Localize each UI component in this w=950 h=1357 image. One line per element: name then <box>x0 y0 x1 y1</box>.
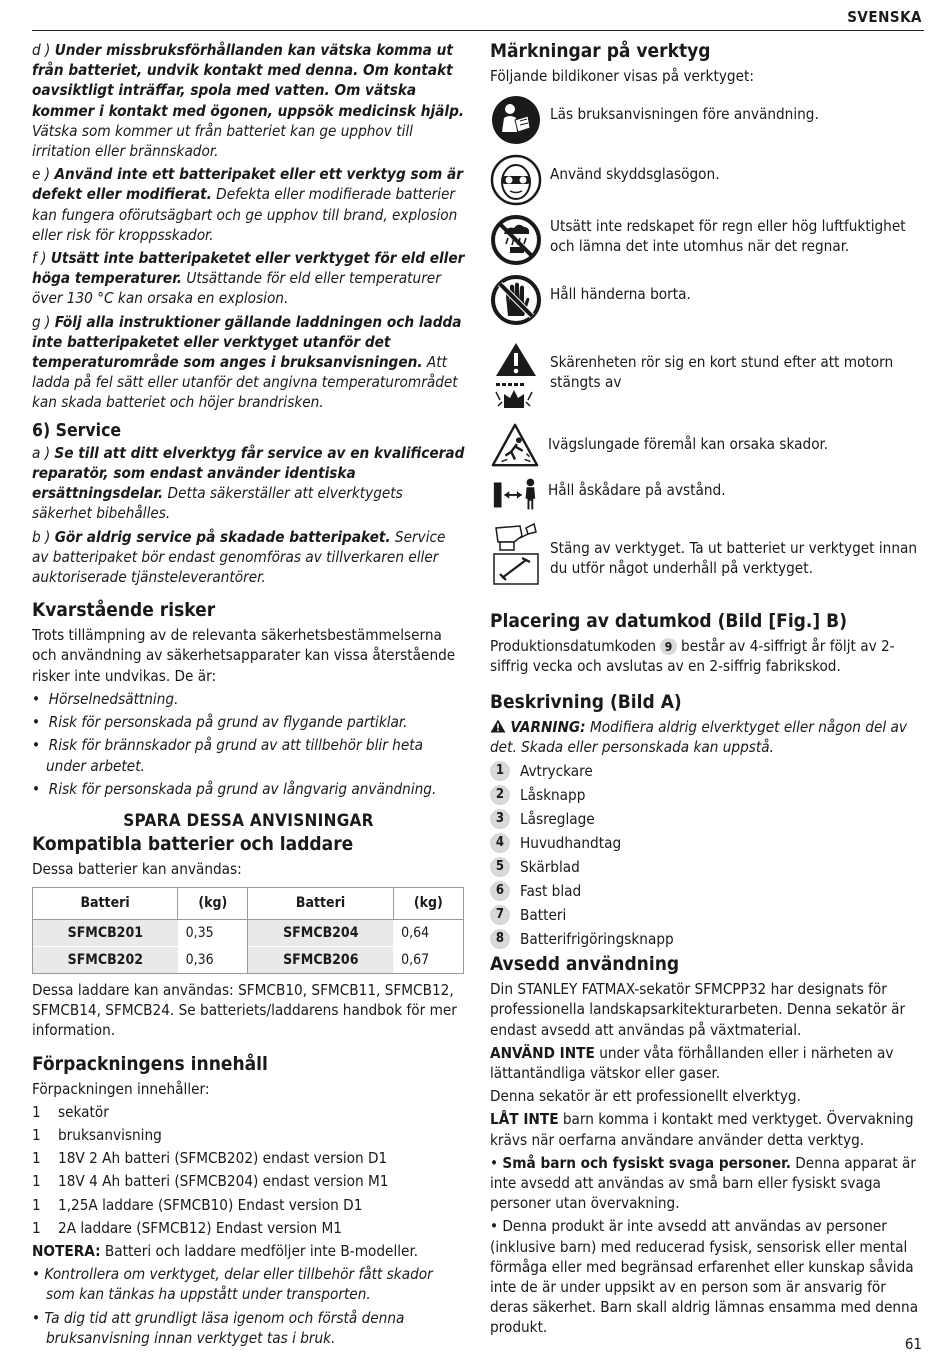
package-item: 1 18V 4 Ah batteri (SFMCB204) endast version M1 <box>32 1172 389 1191</box>
battery-model: SFMCB201 <box>33 919 178 946</box>
warning-text: VARNING: Modifiera aldrig elverktyget eller någon del av det. Skada eller personskada kan uppstå. <box>490 717 907 756</box>
save-instructions-heading: SPARA DESSA ANVISNINGAR <box>123 810 374 831</box>
table-header: Batteri <box>248 888 393 919</box>
intended-use-bullet: • Små barn och fysiskt svaga personer. Denna apparat är inte avsedd att användas av små barn eller fysiskt svaga personer utan övervakning. <box>490 1153 916 1213</box>
marking-row <box>490 274 926 326</box>
intended-use-p3: Denna sekatör är ett professionellt elverktyg. <box>490 1087 801 1106</box>
note: NOTERA: Batteri och laddare medföljer inte B-modeller. <box>32 1241 419 1260</box>
marking-text: Håll åskådare på avstånd. <box>548 481 726 500</box>
left-column <box>32 40 465 1351</box>
marking-text: Stäng av verktyget. Ta ut batteriet ur verktyget innan du utför något underhåll på verktyget. <box>550 539 918 578</box>
intended-use-bullet: • Denna produkt är inte avsedd att användas av personer (inklusive barn) med reducerad fysisk, sensorisk eller mental förmåga eller med begränsad erfarenhet eller kunskap såvida inte de är under uppsikt av en person som är ansvarig för deras säkerhet. Barn skall aldrig lämnas ensamma med denna produkt. <box>490 1217 919 1337</box>
hands-away-icon <box>490 274 542 326</box>
part-item: 8 Batterifrigöringsknapp <box>490 929 926 949</box>
package-bullet: • Ta dig tid att grundligt läsa igenom och förstå denna bruksanvisning innan verktyget tas i bruk. <box>32 1308 405 1347</box>
residual-risk-item: • Risk för brännskador på grund av att tillbehör blir heta under arbetet. <box>32 736 423 775</box>
package-item: 1 18V 2 Ah batteri (SFMCB202) endast version D1 <box>32 1149 388 1168</box>
datecode-text: Produktionsdatumkoden 9 består av 4-siffrigt år följt av 2-siffrig vecka och avslutas av en 2-siffrig fabrikskod. <box>490 637 895 676</box>
description-heading: Beskrivning (Bild A) <box>490 690 682 713</box>
markings-intro: Följande bildikoner visas på verktyget: <box>490 67 754 85</box>
callout-number: 9 <box>660 638 677 655</box>
blade-warning-icon <box>490 340 542 412</box>
battery-table <box>32 887 464 974</box>
marking-text: Utsätt inte redskapet för regn eller hög luftfuktighet och lämna det inte utomhus när det regnar. <box>550 217 906 256</box>
service-heading: 6) Service <box>32 420 122 441</box>
markings-heading: Märkningar på verktyg <box>490 40 711 62</box>
marking-text: Läs bruksanvisningen före användning. <box>550 105 819 124</box>
package-item: 1 sekatör <box>32 1102 109 1121</box>
header-rule <box>32 30 924 31</box>
marking-text: Skärenheten rör sig en kort stund efter att motorn stängts av <box>550 353 894 392</box>
table-header: (kg) <box>178 888 248 919</box>
table-row <box>33 946 464 973</box>
chargers-text: Dessa laddare kan användas: SFMCB10, SFMCB11, SFMCB12, SFMCB14, SFMCB24. Se batteriets/laddarens handbok för mer information. <box>32 980 457 1040</box>
residual-risk-item: • Risk för personskada på grund av flygande partiklar. <box>32 713 408 732</box>
compatible-intro: Dessa batterier kan användas: <box>32 860 242 879</box>
package-heading: Förpackningens innehåll <box>32 1052 268 1075</box>
battery-weight: 0,67 <box>393 946 463 973</box>
package-item: 1 2A laddare (SFMCB12) Endast version M1 <box>32 1218 342 1237</box>
table-header: Batteri <box>33 888 178 919</box>
part-item: 7 Batteri <box>490 905 926 925</box>
battery-model: SFMCB202 <box>33 946 178 973</box>
part-item: 2 Låsknapp <box>490 785 926 805</box>
package-item: 1 bruksanvisning <box>32 1125 162 1144</box>
marking-text: Ivägslungade föremål kan orsaka skador. <box>548 435 829 454</box>
part-item: 1 Avtryckare <box>490 761 926 781</box>
part-item: 4 Huvudhandtag <box>490 833 926 853</box>
intended-use-p1: Din STANLEY FATMAX-sekatör SFMCPP32 har designats för professionella landskapsarkitekturarbeten. Denna sekatör är endast avsedd att användas på växtmaterial. <box>490 980 906 1039</box>
intended-use-heading: Avsedd användning <box>490 953 680 976</box>
bystanders-distance-icon <box>490 474 540 514</box>
part-item: 6 Fast blad <box>490 881 926 901</box>
battery-weight: 0,35 <box>178 919 248 946</box>
battery-model: SFMCB204 <box>248 919 393 946</box>
intended-use-p2: ANVÄND INTE under våta förhållanden eller i närheten av lättantändliga vätskor eller gaser. <box>490 1043 894 1083</box>
package-item: 1 1,25A laddare (SFMCB10) Endast version D1 <box>32 1195 363 1214</box>
safety-item-d: d ) Under missbruksförhållanden kan vätska komma ut från batteriet, undvik kontakt med denna. Om kontakt oavsiktligt inträffar, spola med vatten. Om vätska kommer i kontakt med ögonen, uppsök medicinsk hjälp. Vätska som kommer ut från batteriet kan ge upphov till irritation eller brännskador. <box>32 41 465 161</box>
battery-model: SFMCB206 <box>248 946 393 973</box>
battery-weight: 0,64 <box>393 919 463 946</box>
residual-risks-intro: Trots tillämpning av de relevanta säkerhetsbestämmelserna och användning av säkerhetsapparater kan vissa återstående risker inte undvikas. De är: <box>32 626 456 685</box>
safety-item-e: e ) Använd inte ett batteripaket eller ett verktyg som är defekt eller modifierat. Defekta eller modifierade batterier kan fungera oförutsägbart och ge upphov till brand, explosion eller risk för kroppsskador. <box>32 165 463 244</box>
compatible-heading: Kompatibla batterier och laddare <box>32 833 354 856</box>
datecode-heading: Placering av datumkod (Bild [Fig.] B) <box>490 610 848 633</box>
no-rain-icon <box>490 214 542 266</box>
marking-text: Använd skyddsglasögon. <box>550 165 720 184</box>
table-header: (kg) <box>393 888 463 919</box>
thrown-objects-icon <box>490 420 540 472</box>
marking-row <box>490 522 926 586</box>
table-row <box>33 919 464 946</box>
package-bullet: • Kontrollera om verktyget, delar eller tillbehör fått skador som kan tänkas ha uppstått under transporten. <box>32 1265 433 1304</box>
safety-item-f: f ) Utsätt inte batteripaketet eller verktyget för eld eller höga temperaturer. Utsättande för eld eller temperaturer över 130 °C kan orsaka en explosion. <box>32 249 465 308</box>
package-intro: Förpackningen innehåller: <box>32 1079 210 1098</box>
marking-row <box>490 154 926 206</box>
residual-risk-item: • Hörselnedsättning. <box>32 689 179 708</box>
marking-row <box>490 420 926 472</box>
service-item-a: a ) Se till att ditt elverktyg får service av en kvalificerad reparatör, som endast använder identiska ersättningsdelar. Detta säkerställer att elverktygets säkerhet bibehålles. <box>32 443 465 523</box>
language-label: SVENSKA <box>847 8 922 26</box>
service-item-b: b ) Gör aldrig service på skadade batteripaket. Service av batteripaket bör endast genomföras av tillverkaren eller auktoriserade tjänsteleverantörer. <box>32 527 446 587</box>
safety-glasses-icon <box>490 154 542 206</box>
part-item: 3 Låsreglage <box>490 809 926 829</box>
right-column <box>490 40 926 1341</box>
marking-text: Håll händerna borta. <box>550 285 691 304</box>
read-manual-icon <box>490 94 542 146</box>
warning-icon <box>490 719 506 733</box>
marking-row <box>490 214 926 266</box>
part-item: 5 Skärblad <box>490 857 926 877</box>
intended-use-p4: LÅT INTE barn komma i kontakt med verktyget. Övervakning krävs när oerfarna användare använder detta verktyg. <box>490 1110 914 1149</box>
safety-item-g: g ) Följ alla instruktioner gällande laddningen och ladda inte batteripaketet eller verktyget utanför det temperaturområde som anges i bruksanvisningen. Att ladda på fel sätt eller utanför det angivna temperaturområdet kan skada batteriet och höjer brandrisken. <box>32 312 462 412</box>
remove-battery-icon <box>490 522 542 586</box>
page-number: 61 <box>904 1335 922 1353</box>
marking-row <box>490 474 926 514</box>
battery-weight: 0,36 <box>178 946 248 973</box>
marking-row <box>490 340 926 412</box>
marking-row <box>490 94 926 146</box>
residual-risk-item: • Risk för personskada på grund av långvarig användning. <box>32 779 437 798</box>
residual-risks-heading: Kvarstående risker <box>32 599 216 622</box>
